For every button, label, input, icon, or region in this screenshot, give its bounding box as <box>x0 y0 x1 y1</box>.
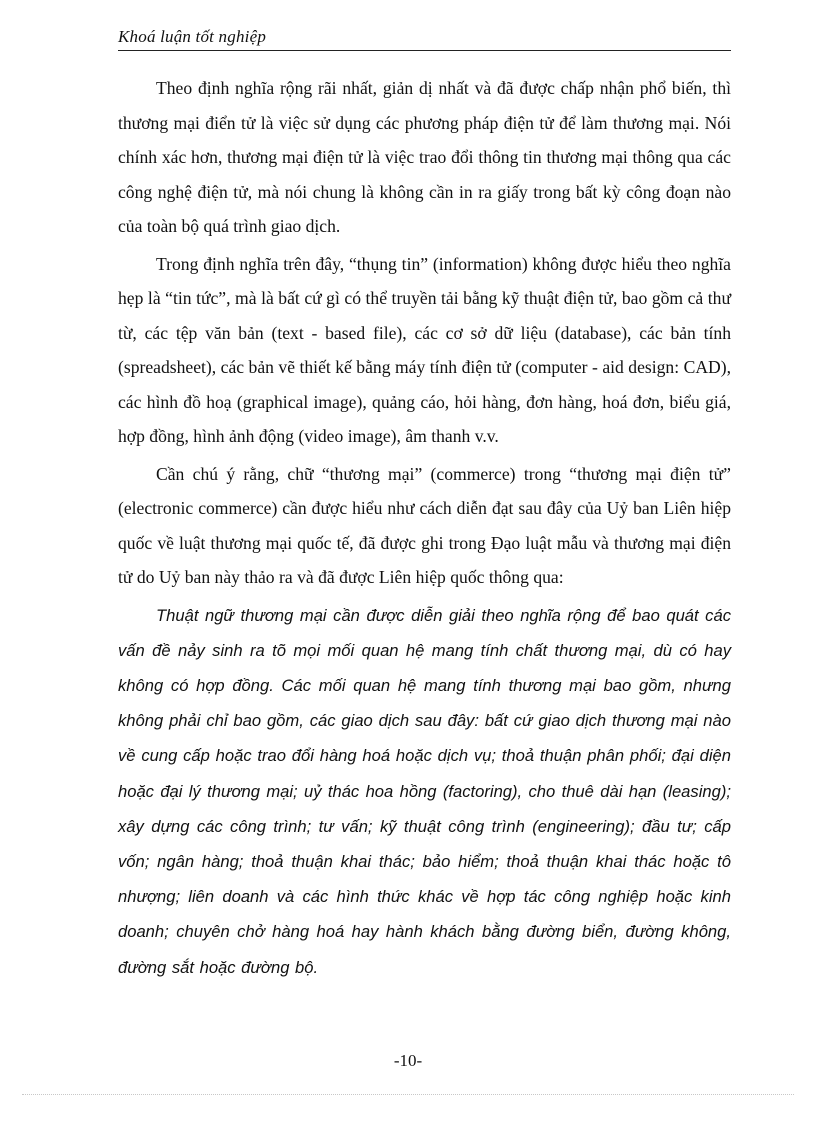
running-header <box>118 24 731 51</box>
header-title: Khoá luận tốt nghiệp <box>118 27 267 46</box>
paragraph-information: Trong định nghĩa trên đây, “thụng tin” (information) không được hiểu theo nghĩa hẹp là “tin tức”, mà là bất cứ gì có thể truyền tải bằng kỹ thuật điện tử, bao gồm cả thư từ, các tệp văn bản (text - based file), các cơ sở dữ liệu (database), các bản tính (spreadsheet), các bản vẽ thiết kế bằng máy tính điện tử (computer - aid design: CAD), các hình đồ hoạ (graphical image), quảng cáo, hỏi hàng, đơn hàng, hoá đơn, biểu giá, hợp đồng, hình ảnh động (video image), âm thanh v.v. <box>118 253 731 446</box>
paragraph-commerce: Cần chú ý rằng, chữ “thương mại” (commerce) trong “thương mại điện tử” (electronic commerce) cần được hiểu như cách diễn đạt sau đây của Uỷ ban Liên hiệp quốc về luật thương mại quốc tế, đã được ghi trong Đạo luật mẫu và thương mại điện tử do Uỷ ban này thảo ra và đã được Liên hiệp quốc thông qua: <box>118 463 731 587</box>
page-number: -10- <box>393 1051 423 1070</box>
quoted-definition: Thuật ngữ thương mại cần được diễn giải theo nghĩa rộng để bao quát các vấn đề nảy sinh ra tõ mọi mối quan hệ mang tính chất thương mại, dù có hay không có hợp đồng. Các mối quan hệ mang tính thương mại bao gồm, nhưng không phải chỉ bao gồm, các giao dịch sau đây: bất cứ giao dịch thương mại nào về cung cấp hoặc trao đổi hàng hoá hoặc dịch vụ; thoả thuận phân phối; đại diện hoặc đại lý thương mại; uỷ thác hoa hồng (factoring), cho thuê dài hạn (leasing); xây dựng các công trình; tư vấn; kỹ thuật công trình (engineering); đầu tư; cấp vốn; ngân hàng; thoả thuận khai thác; bảo hiểm; thoả thuận khai thác hoặc tô nhượng; liên doanh và các hình thức khác về hợp tác công nghiệp hoặc kinh doanh; chuyên chở hàng hoá hay hành khách bằng đường biển, đường không, đường sắt hoặc đường bộ. <box>118 605 731 977</box>
page-bottom-divider <box>22 1094 794 1095</box>
paragraph-definition: Theo định nghĩa rộng rãi nhất, giản dị nhất và đã được chấp nhận phổ biến, thì thương mại điển tử là việc sử dụng các phương pháp điện tử để làm thương mại. Nói chính xác hơn, thương mại điện tử là việc trao đổi thông tin thương mại thông qua các công nghệ điện tử, mà nói chung là không cần in ra giấy trong bất kỳ công đoạn nào của toàn bộ quá trình giao dịch. <box>118 78 731 236</box>
document-body <box>118 71 731 985</box>
